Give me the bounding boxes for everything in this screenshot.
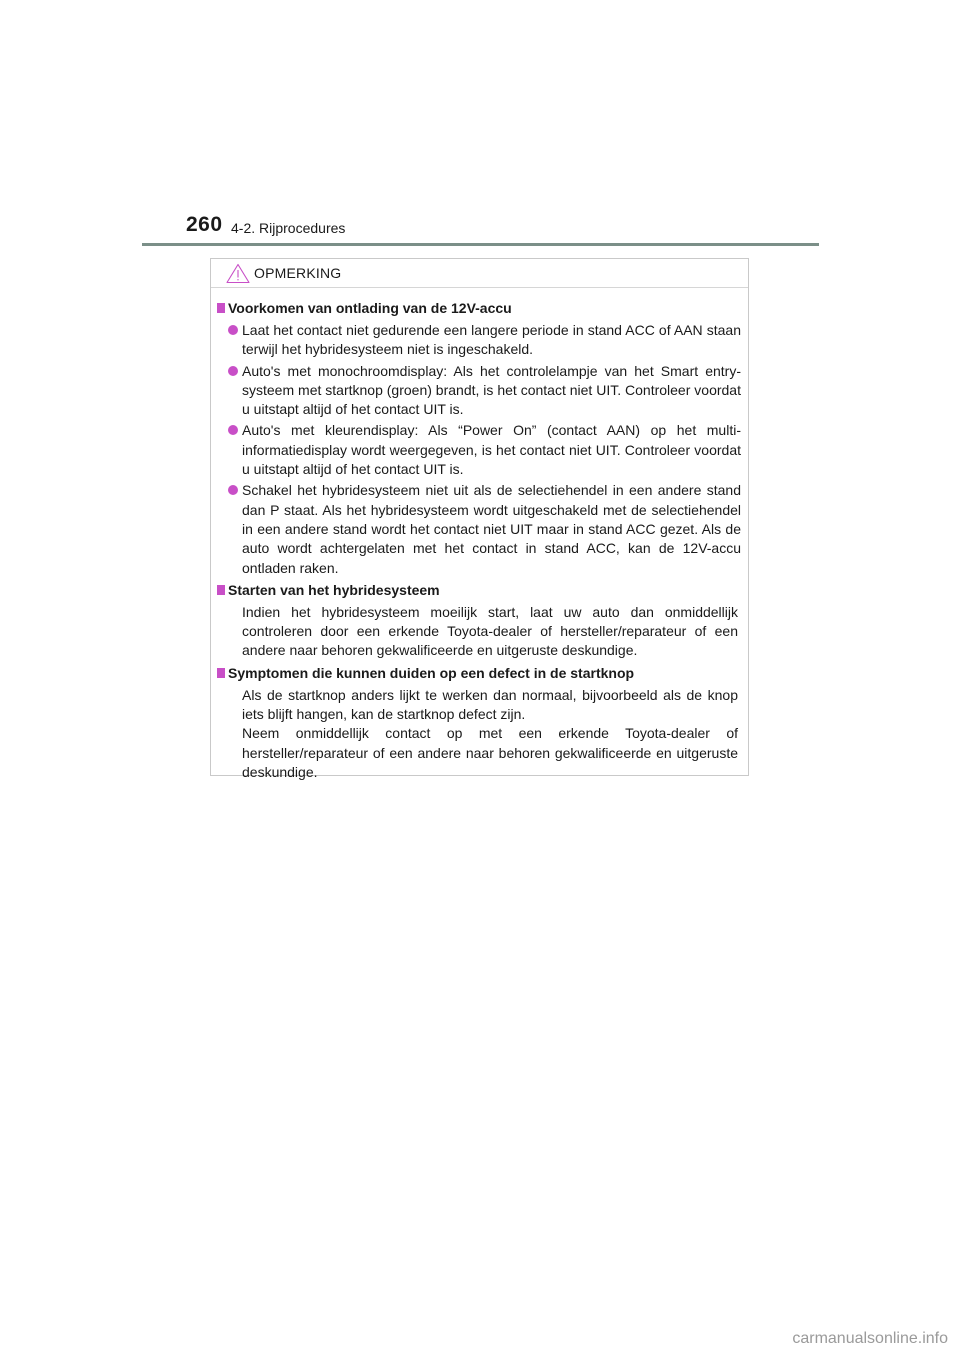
- header-divider: [142, 243, 819, 246]
- page-header: [0, 0, 960, 250]
- notice-content: [211, 299, 748, 784]
- list-item-text: Auto's met monochroomdisplay: Als het controlelampje van het Smart entry-systeem met startknop (groen) brandt, is het contact niet UIT. Controleer voordat u uitstapt altijd of het contact UIT is.: [242, 362, 741, 418]
- warning-triangle-icon: [226, 263, 250, 284]
- page-number: 260: [186, 213, 223, 236]
- topic-battery-discharge: [211, 299, 748, 318]
- list-item-text: Schakel het hybridesysteem niet uit als de selectiehendel in een andere stand dan P staat. Als het hybridesysteem wordt uitgeschakeld met de selectiehendel in een andere stand wordt het contact niet UIT maar in stand ACC gezet. Als de auto wordt achtergelaten met het contact in stand ACC, kan de 12V-accu ontladen raken.: [242, 482, 741, 576]
- topic-title: Voorkomen van ontlading van de 12V-accu: [228, 300, 512, 316]
- notice-box: [210, 258, 749, 780]
- watermark: carmanualsonline.info: [792, 1330, 948, 1347]
- list-item: [211, 321, 748, 360]
- round-bullet-icon: [228, 366, 238, 376]
- topic-starting-hybrid: [211, 581, 748, 600]
- section-title: 4-2. Rijprocedures: [231, 220, 346, 236]
- topic-title: Symptomen die kunnen duiden op een defect in de startknop: [228, 664, 635, 681]
- notice-header: [211, 259, 748, 288]
- square-bullet-icon: [217, 668, 225, 678]
- round-bullet-icon: [228, 425, 238, 435]
- list-item-text: Auto's met kleurendisplay: Als “Power On” (contact AAN) op het multi-informatiedisplay wordt weergegeven, is het contact niet UIT. Controleer voordat u uitstapt altijd of het contact UIT is.: [242, 422, 741, 478]
- round-bullet-icon: [228, 485, 238, 495]
- square-bullet-icon: [217, 585, 225, 595]
- list-item: [211, 362, 748, 420]
- topic-start-button-defect: [211, 664, 748, 683]
- square-bullet-icon: [217, 303, 225, 313]
- notice-title: OPMERKING: [254, 265, 342, 281]
- topic-paragraph: Indien het hybridesysteem moeilijk start, laat uw auto dan onmiddellijk controleren door een erkende Toyota-dealer of hersteller/reparateur of een andere naar behoren gekwalificeerde en uitgeruste deskundige.: [242, 603, 738, 659]
- topic-title: Starten van het hybridesysteem: [228, 581, 440, 598]
- list-item: [211, 481, 748, 577]
- list-item: [211, 421, 748, 479]
- list-item-text: Laat het contact niet gedurende een langere periode in stand ACC of AAN staan terwijl het hybridesysteem niet is ingeschakeld.: [242, 322, 741, 358]
- topic-paragraph: Als de startknop anders lijkt te werken dan normaal, bijvoorbeeld als de knop iets blijft hangen, kan de startknop defect zijn.: [242, 686, 738, 723]
- round-bullet-icon: [228, 325, 238, 335]
- topic-paragraph: Neem onmiddellijk contact op met een erkende Toyota-dealer of hersteller/reparateur of een andere naar behoren gekwalificeerde en uitgeruste deskundige.: [242, 725, 738, 780]
